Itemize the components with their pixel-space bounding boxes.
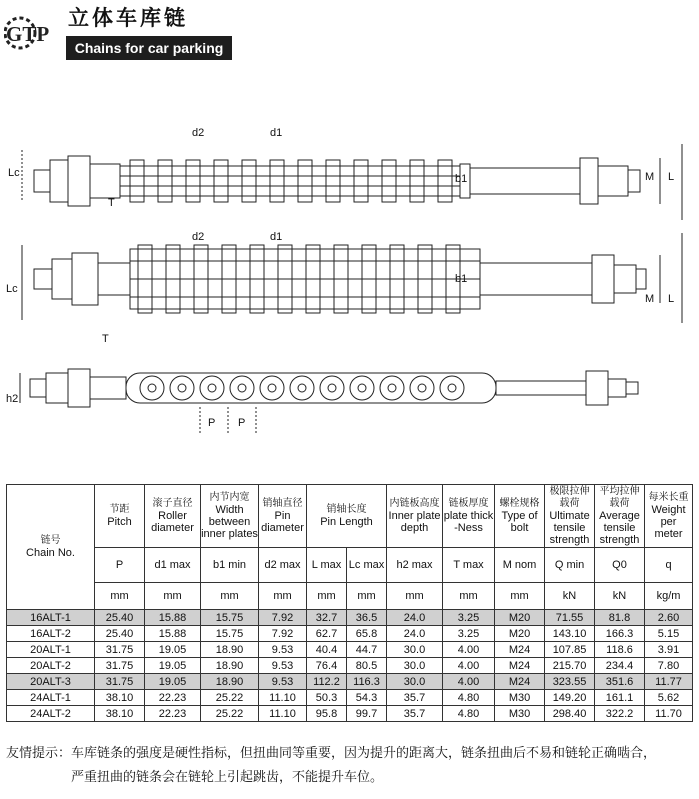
table-cell: 215.70 <box>545 658 595 674</box>
unit-pin-l: mm <box>307 583 347 610</box>
roller <box>140 376 164 400</box>
table-cell: 2.60 <box>645 610 693 626</box>
label-l-2: L <box>668 293 675 305</box>
table-cell: 50.3 <box>307 690 347 706</box>
sym-plate-thick: T max <box>443 548 495 583</box>
table-cell: 99.7 <box>347 706 387 722</box>
header-plate-thick: 链板厚度 plate thick -Ness <box>443 485 495 548</box>
table-cell: 31.75 <box>95 658 145 674</box>
roller <box>290 376 314 400</box>
table-cell: M30 <box>495 690 545 706</box>
label-b1-2: b1 <box>455 273 468 285</box>
table-cell: 4.00 <box>443 642 495 658</box>
table-cell: 30.0 <box>387 642 443 658</box>
table-cell: 4.80 <box>443 690 495 706</box>
unit-bolt: mm <box>495 583 545 610</box>
table-cell: 9.53 <box>259 642 307 658</box>
table-cell: 149.20 <box>545 690 595 706</box>
page-title-cn: 立体车库链 <box>68 6 188 30</box>
table-cell: 76.4 <box>307 658 347 674</box>
table-cell: 11.10 <box>259 706 307 722</box>
table-cell: 5.62 <box>645 690 693 706</box>
roller <box>440 376 464 400</box>
table-cell: 18.90 <box>201 642 259 658</box>
roller <box>230 376 254 400</box>
table-cell: M24 <box>495 642 545 658</box>
label-d2: d2 <box>192 127 205 139</box>
table-row <box>7 642 693 658</box>
table-cell: 71.55 <box>545 610 595 626</box>
label-lc-1: Lc <box>8 167 20 179</box>
sym-ultimate: Q min <box>545 548 595 583</box>
note-line-1: 友情提示：车库链条的强度是硬性指标，但扭曲同等重要，因为提升的距离大，链条扭曲后不易和链轮正确啮合， <box>6 746 657 761</box>
table-cell: 95.8 <box>307 706 347 722</box>
sym-pin-l: L max <box>307 548 347 583</box>
sym-average: Q0 <box>595 548 645 583</box>
chain-spec-table <box>6 484 693 722</box>
label-p-2: P <box>238 417 246 429</box>
table-cell: 30.0 <box>387 658 443 674</box>
table-body <box>7 610 693 722</box>
pin-hole <box>148 384 156 392</box>
table-cell: 7.80 <box>645 658 693 674</box>
table-cell: 3.25 <box>443 610 495 626</box>
table-cell: 9.53 <box>259 658 307 674</box>
table-cell: 35.7 <box>387 706 443 722</box>
table-cell: 81.8 <box>595 610 645 626</box>
table-cell: 118.6 <box>595 642 645 658</box>
header-average: 平均拉伸载荷 Average tensile strength <box>595 485 645 548</box>
page-title-en: Chains for car parking <box>66 36 232 60</box>
table-cell: 54.3 <box>347 690 387 706</box>
label-b1-1: b1 <box>455 173 468 185</box>
table-cell: 62.7 <box>307 626 347 642</box>
header-bolt: 螺栓规格 Type of bolt <box>495 485 545 548</box>
header-weight: 每米长重 Weight per meter <box>645 485 693 548</box>
unit-pin-lc: mm <box>347 583 387 610</box>
table-cell: M24 <box>495 674 545 690</box>
table-cell: 32.7 <box>307 610 347 626</box>
roller <box>170 376 194 400</box>
table-cell: 143.10 <box>545 626 595 642</box>
unit-pin-dia: mm <box>259 583 307 610</box>
table-cell: 18.90 <box>201 674 259 690</box>
table-cell: 15.75 <box>201 626 259 642</box>
friendly-note <box>6 742 696 790</box>
unit-weight: kg/m <box>645 583 693 610</box>
label-h2: h2 <box>6 393 19 405</box>
label-d1-2: d1 <box>270 231 283 243</box>
table-cell: 161.1 <box>595 690 645 706</box>
label-d1: d1 <box>270 127 283 139</box>
table-cell: 40.4 <box>307 642 347 658</box>
gtp-logo <box>4 16 62 50</box>
label-p-1: P <box>208 417 216 429</box>
header-plate-depth: 内链板高度 Inner plate depth <box>387 485 443 548</box>
header-roller: 滚子直径 Roller diameter <box>145 485 201 548</box>
table-cell: 19.05 <box>145 658 201 674</box>
chain-view-side <box>20 369 638 435</box>
table-cell: M30 <box>495 706 545 722</box>
sym-pitch: P <box>95 548 145 583</box>
unit-plate-depth: mm <box>387 583 443 610</box>
unit-plate-thick: mm <box>443 583 495 610</box>
table-row <box>7 626 693 642</box>
sym-bolt: M nom <box>495 548 545 583</box>
table-cell: 7.92 <box>259 626 307 642</box>
table-cell: M20 <box>495 610 545 626</box>
pin-hole <box>178 384 186 392</box>
pin-hole <box>208 384 216 392</box>
sym-width: b1 min <box>201 548 259 583</box>
sym-pin-lc: Lc max <box>347 548 387 583</box>
table-cell: 15.88 <box>145 610 201 626</box>
table-cell: 24ALT-1 <box>7 690 95 706</box>
roller <box>350 376 374 400</box>
table-cell: 166.3 <box>595 626 645 642</box>
table-cell: 107.85 <box>545 642 595 658</box>
table-cell: 36.5 <box>347 610 387 626</box>
table-cell: 44.7 <box>347 642 387 658</box>
chain-technical-drawing <box>0 120 699 440</box>
table-cell: 25.22 <box>201 706 259 722</box>
table-cell: 20ALT-3 <box>7 674 95 690</box>
table-cell: 5.15 <box>645 626 693 642</box>
table-cell: 31.75 <box>95 674 145 690</box>
label-m-1: M <box>645 171 655 183</box>
sym-weight: q <box>645 548 693 583</box>
table-cell: 298.40 <box>545 706 595 722</box>
table-cell: 16ALT-1 <box>7 610 95 626</box>
pin-hole <box>298 384 306 392</box>
header-pin-length: 销轴长度 Pin Length <box>307 485 387 548</box>
header-pin-dia: 销轴直径 Pin diameter <box>259 485 307 548</box>
label-m-2: M <box>645 293 655 305</box>
table-cell: 25.40 <box>95 610 145 626</box>
table-row <box>7 674 693 690</box>
table-row <box>7 690 693 706</box>
table-cell: 351.6 <box>595 674 645 690</box>
chain-view-single <box>22 144 682 220</box>
roller <box>320 376 344 400</box>
table-cell: 323.55 <box>545 674 595 690</box>
table-cell: 11.77 <box>645 674 693 690</box>
unit-average: kN <box>595 583 645 610</box>
roller <box>260 376 284 400</box>
pin-hole <box>268 384 276 392</box>
pin-hole <box>238 384 246 392</box>
label-t-2: T <box>102 333 109 345</box>
header-ultimate: 极限拉伸载荷 Ultimate tensile strength <box>545 485 595 548</box>
sym-roller: d1 max <box>145 548 201 583</box>
table-cell: 20ALT-2 <box>7 658 95 674</box>
table-cell: 15.88 <box>145 626 201 642</box>
table-cell: 4.80 <box>443 706 495 722</box>
table-cell: 35.7 <box>387 690 443 706</box>
pin-hole <box>448 384 456 392</box>
table-cell: 25.22 <box>201 690 259 706</box>
roller <box>380 376 404 400</box>
table-cell: 22.23 <box>145 706 201 722</box>
table-cell: 11.70 <box>645 706 693 722</box>
pin-hole <box>418 384 426 392</box>
table-cell: 16ALT-2 <box>7 626 95 642</box>
label-lc-2: Lc <box>6 283 18 295</box>
table-cell: 25.40 <box>95 626 145 642</box>
table-cell: 19.05 <box>145 674 201 690</box>
table-cell: 38.10 <box>95 706 145 722</box>
unit-width: mm <box>201 583 259 610</box>
table-cell: 11.10 <box>259 690 307 706</box>
pin-hole <box>328 384 336 392</box>
table-cell: 18.90 <box>201 658 259 674</box>
table-cell: 7.92 <box>259 610 307 626</box>
label-t-1: T <box>108 197 115 209</box>
table-row <box>7 658 693 674</box>
table-cell: 234.4 <box>595 658 645 674</box>
table-cell: M20 <box>495 626 545 642</box>
logo-text: GTP <box>6 22 50 46</box>
table-cell: 24.0 <box>387 626 443 642</box>
header-chain-no: 链号 Chain No. <box>7 485 95 610</box>
unit-roller: mm <box>145 583 201 610</box>
unit-ultimate: kN <box>545 583 595 610</box>
table-cell: 30.0 <box>387 674 443 690</box>
table-cell: 80.5 <box>347 658 387 674</box>
note-line-2: 严重扭曲的链条会在链轮上引起跳齿，不能提升车位。 <box>71 770 384 785</box>
label-l-1: L <box>668 171 675 183</box>
table-cell: 3.25 <box>443 626 495 642</box>
table-cell: 24.0 <box>387 610 443 626</box>
table-cell: 19.05 <box>145 642 201 658</box>
table-cell: 24ALT-2 <box>7 706 95 722</box>
chain-view-double <box>22 233 682 323</box>
roller <box>410 376 434 400</box>
table-cell: M24 <box>495 658 545 674</box>
header-width: 内节内宽 Width between inner plates <box>201 485 259 548</box>
table-cell: 3.91 <box>645 642 693 658</box>
header-pitch: 节距 Pitch <box>95 485 145 548</box>
table-row <box>7 706 693 722</box>
table-row <box>7 610 693 626</box>
table-cell: 9.53 <box>259 674 307 690</box>
pin-hole <box>388 384 396 392</box>
sym-pin-dia: d2 max <box>259 548 307 583</box>
unit-pitch: mm <box>95 583 145 610</box>
table-cell: 4.00 <box>443 674 495 690</box>
label-d2-2: d2 <box>192 231 205 243</box>
sym-plate-depth: h2 max <box>387 548 443 583</box>
pin-hole <box>358 384 366 392</box>
table-cell: 322.2 <box>595 706 645 722</box>
table-cell: 15.75 <box>201 610 259 626</box>
table-cell: 31.75 <box>95 642 145 658</box>
table-cell: 116.3 <box>347 674 387 690</box>
roller <box>200 376 224 400</box>
table-cell: 112.2 <box>307 674 347 690</box>
table-cell: 22.23 <box>145 690 201 706</box>
table-cell: 20ALT-1 <box>7 642 95 658</box>
table-cell: 38.10 <box>95 690 145 706</box>
table-cell: 65.8 <box>347 626 387 642</box>
table-cell: 4.00 <box>443 658 495 674</box>
